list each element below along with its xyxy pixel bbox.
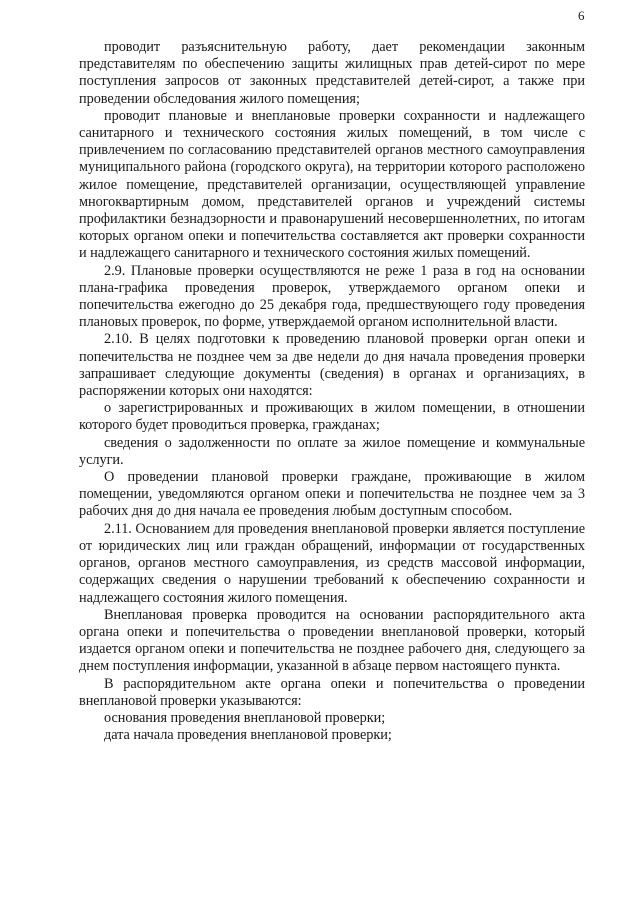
paragraph: 2.11. Основанием для проведения внеплановой проверки является поступление от юридических лиц или граждан обращений, информации от государственных органов, органов местного самоуправления, из средств массовой информации, содержащих сведения о нарушении требований к обеспечению сохранности и надлежащего состояния жилого помещения. <box>79 520 585 606</box>
page-number: 6 <box>578 8 585 23</box>
document-body <box>79 39 585 744</box>
paragraph: 2.9. Плановые проверки осуществляются не реже 1 раза в год на основании плана-графика проведения проверок, утверждаемого органом опеки и попечительства ежегодно до 25 декабря года, предшествующего году проведения плановых проверок, по форме, утверждаемой органом исполнительной власти. <box>79 262 585 331</box>
paragraph: проводит плановые и внеплановые проверки сохранности и надлежащего санитарного и технического состояния жилых помещений, в том числе с привлечением по согласованию представителей органов местного самоуправления муниципального района (городского округа), на территории которого расположено жилое помещение, представителей организации, осуществляющей управление многоквартирным домом, представителей органов и учреждений системы профилактики безнадзорности и правонарушений несовершеннолетних, по итогам которых органом опеки и попечительства составляется акт проверки сохранности и надлежащего санитарного и технического состояния жилых помещений. <box>79 107 585 262</box>
paragraph: основания проведения внеплановой проверки; <box>104 709 386 726</box>
paragraph: Внеплановая проверка проводится на основании распорядительного акта органа опеки и попечительства о проведении внеплановой проверки, который издается органом опеки и попечительства не позднее рабочего дня, следующего за днем поступления информации, указанной в абзаце первом настоящего пункта. <box>79 606 585 675</box>
paragraph: о зарегистрированных и проживающих в жилом помещении, в отношении которого будет проводиться проверка, гражданах; <box>79 400 585 434</box>
paragraph: 2.10. В целях подготовки к проведению плановой проверки орган опеки и попечительства не позднее чем за две недели до дня начала проведения проверки запрашивает следующие документы (сведения) в органах и организациях, в распоряжении которых они находятся: <box>79 331 585 400</box>
paragraph: сведения о задолженности по оплате за жилое помещение и коммунальные услуги. <box>79 434 585 468</box>
paragraph: О проведении плановой проверки граждане, проживающие в жилом помещении, уведомляются органом опеки и попечительства не позднее чем за 3 рабочих дня до дня начала ее проведения любым доступным способом. <box>79 469 585 520</box>
paragraph: В распорядительном акте органа опеки и попечительства о проведении внеплановой проверки указываются: <box>79 675 585 709</box>
paragraph: дата начала проведения внеплановой проверки; <box>104 727 392 744</box>
paragraph: проводит разъяснительную работу, дает рекомендации законным представителям по обеспечению защиты жилищных прав детей-сирот по мере поступления запросов от законных представителей детей-сирот, а также при проведении обследования жилого помещения; <box>79 39 585 107</box>
